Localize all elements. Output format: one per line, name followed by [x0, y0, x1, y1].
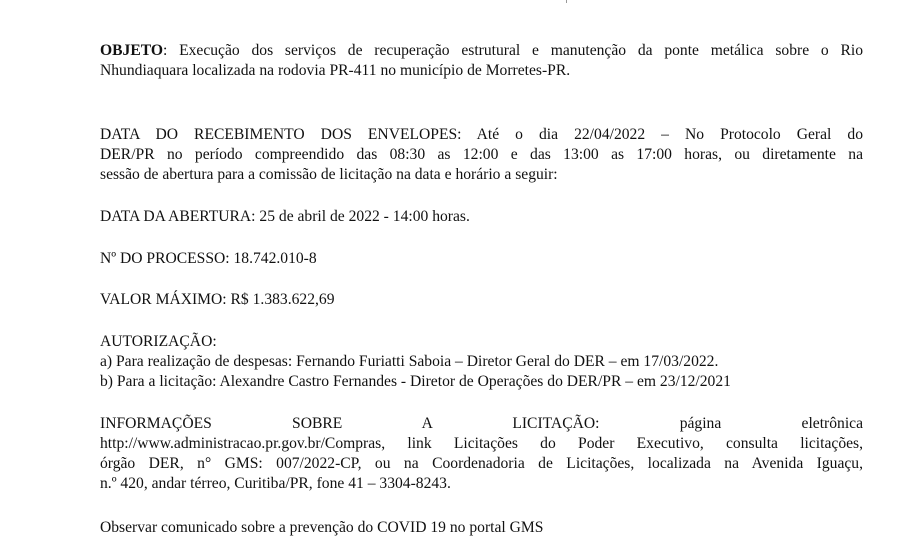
page-artifact: [566, 0, 567, 3]
objeto-text-line2: Nhundiaquara localizada na rodovia PR-411 no município de Morretes-PR.: [100, 62, 571, 79]
autorizacao-title: AUTORIZAÇÃO:: [100, 333, 217, 350]
informacoes-section: [100, 414, 863, 494]
objeto-label: OBJETO: [100, 42, 163, 59]
informacoes-line4: n.º 420, andar térreo, Curitiba/PR, fone 41 – 3304-8243.: [100, 475, 451, 492]
processo-number: Nº DO PROCESSO: 18.742.010-8: [100, 250, 317, 267]
recebimento-line1: DATA DO RECEBIMENTO DOS ENVELOPES: Até o dia 22/04/2022 – No Protocolo Geral do: [100, 126, 863, 143]
autorizacao-item-b: b) Para a licitação: Alexandre Castro Fernandes - Diretor de Operações do DER/PR – em 23/12/2021: [100, 373, 731, 390]
informacoes-line2: http://www.administracao.pr.gov.br/Compras, link Licitações do Poder Executivo, consulta licitações,: [100, 435, 863, 452]
abertura-date: DATA DA ABERTURA: 25 de abril de 2022 - 14:00 horas.: [100, 208, 470, 225]
informacoes-line1: INFORMAÇÕES SOBRE A LICITAÇÃO: página eletrônica: [100, 415, 863, 432]
autorizacao-item-a: a) Para realização de despesas: Fernando Furiatti Saboia – Diretor Geral do DER – em 17/03/2022.: [100, 353, 719, 370]
recebimento-line2: DER/PR no período compreendido das 08:30 as 12:00 e das 13:00 as 17:00 horas, ou diretamente na: [100, 146, 863, 163]
recebimento-line3: sessão de abertura para a comissão de licitação na data e horário a seguir:: [100, 166, 558, 183]
autorizacao-section: [100, 332, 863, 392]
covid-notice: Observar comunicado sobre a prevenção do COVID 19 no portal GMS: [100, 519, 544, 536]
objeto-text-line1: : Execução dos serviços de recuperação estrutural e manutenção da ponte metálica sobre o Rio: [162, 42, 863, 59]
valor-maximo: VALOR MÁXIMO: R$ 1.383.622,69: [100, 291, 335, 308]
objeto-section: [100, 41, 863, 81]
recebimento-section: [100, 125, 863, 185]
informacoes-line3: órgão DER, n° GMS: 007/2022-CP, ou na Coordenadoria de Licitações, localizada na Avenida Iguaçu,: [100, 455, 863, 472]
